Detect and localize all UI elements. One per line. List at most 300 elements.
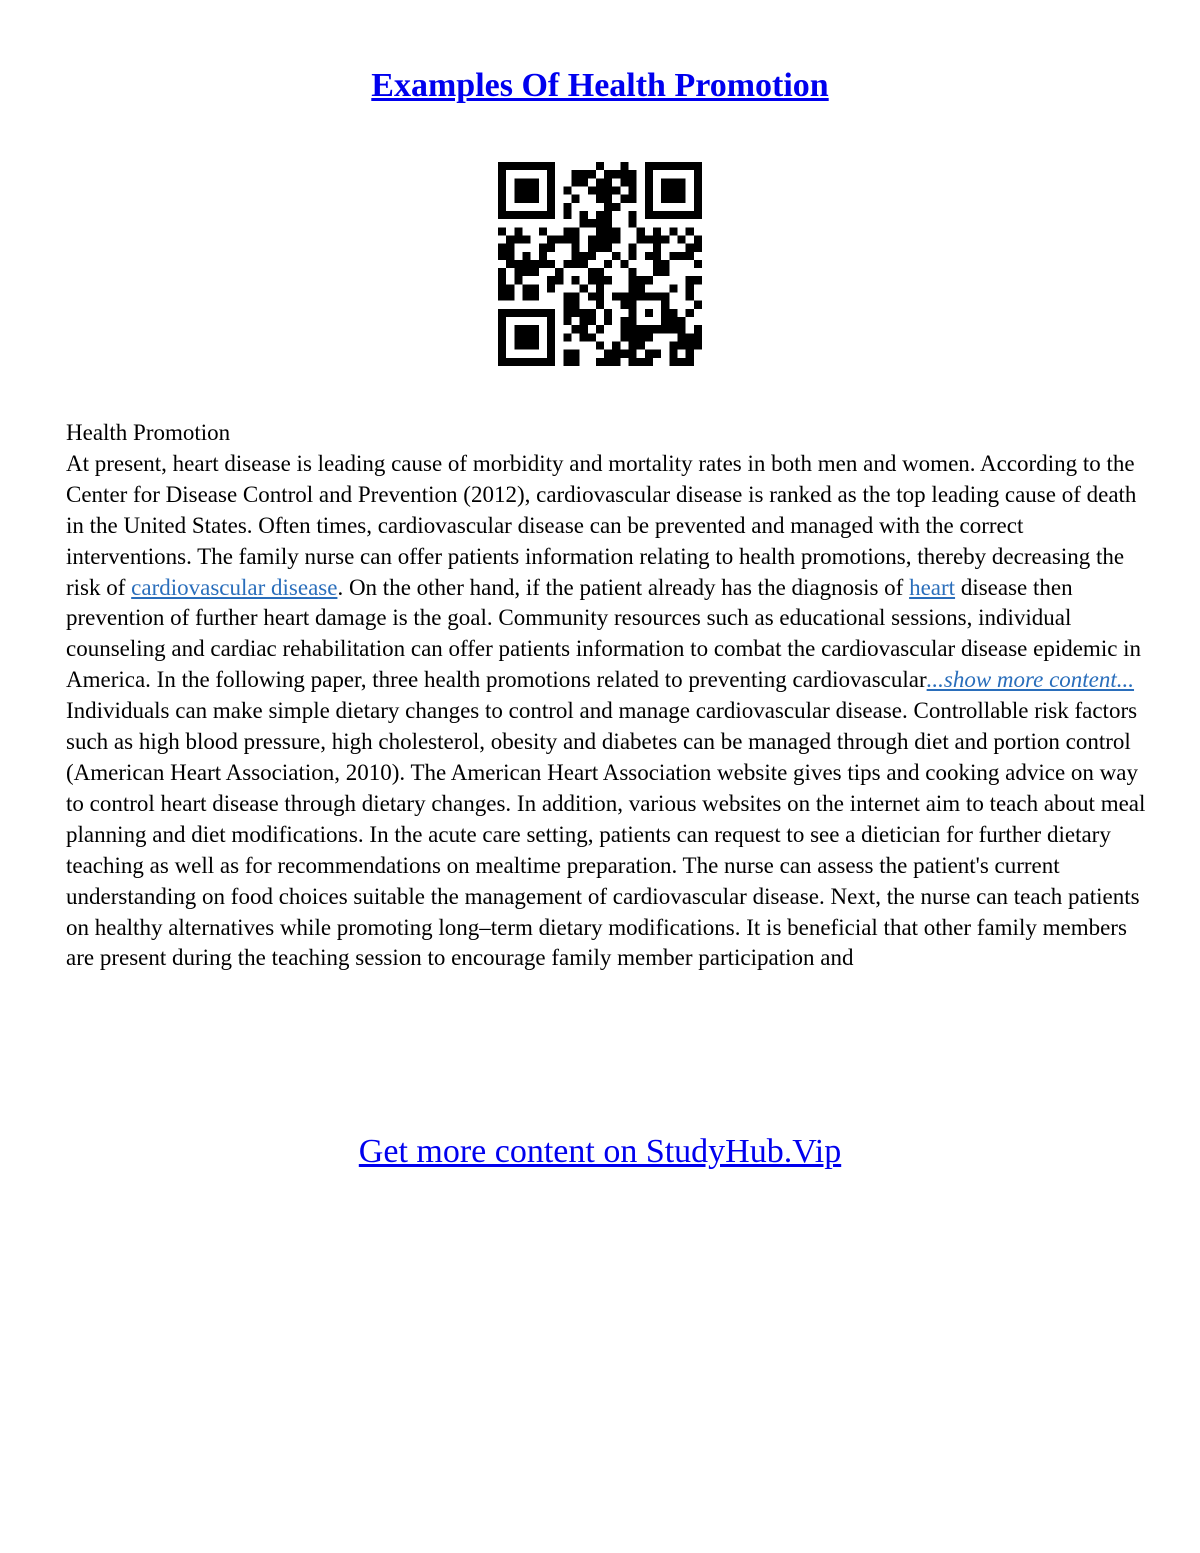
- qr-module: [686, 244, 694, 252]
- qr-module: [522, 195, 530, 203]
- qr-module: [620, 162, 628, 170]
- title-link[interactable]: Examples Of Health Promotion: [371, 67, 829, 104]
- qr-module: [498, 276, 506, 284]
- qr-module: [645, 350, 653, 358]
- qr-module: [588, 244, 596, 252]
- qr-module: [669, 350, 677, 358]
- qr-module: [506, 252, 514, 260]
- qr-module: [604, 350, 612, 358]
- qr-module: [604, 186, 612, 194]
- qr-module: [661, 325, 669, 333]
- qr-module: [661, 186, 669, 194]
- qr-module: [531, 195, 539, 203]
- qr-module: [645, 276, 653, 284]
- qr-module: [629, 309, 637, 317]
- qr-module: [588, 333, 596, 341]
- qr-module: [661, 260, 669, 268]
- qr-module: [604, 260, 612, 268]
- qr-module: [604, 276, 612, 284]
- qr-module: [498, 293, 506, 301]
- qr-module: [669, 317, 677, 325]
- qr-module: [661, 178, 669, 186]
- qr-module: [678, 178, 686, 186]
- qr-module: [653, 268, 661, 276]
- qr-module: [629, 195, 637, 203]
- qr-module: [678, 211, 686, 219]
- qr-module: [580, 211, 588, 219]
- qr-module: [571, 244, 579, 252]
- qr-module: [498, 333, 506, 341]
- qr-module: [645, 162, 653, 170]
- qr-module: [620, 350, 628, 358]
- qr-module: [604, 244, 612, 252]
- qr-module: [661, 309, 669, 317]
- qr-module: [522, 333, 530, 341]
- qr-module: [531, 342, 539, 350]
- qr-module: [563, 186, 571, 194]
- qr-module: [571, 235, 579, 243]
- qr-module: [498, 211, 506, 219]
- qr-module: [669, 342, 677, 350]
- qr-module: [661, 195, 669, 203]
- qr-module: [563, 211, 571, 219]
- qr-module: [514, 211, 522, 219]
- qr-module: [661, 235, 669, 243]
- qr-module: [547, 325, 555, 333]
- qr-module: [612, 293, 620, 301]
- cardiovascular-disease-link[interactable]: cardiovascular disease: [131, 574, 338, 600]
- qr-module: [531, 260, 539, 268]
- paragraph-intro-text-1: At present, heart disease is leading cause of morbidity and mortality rates in both men and women. According to the Center for Disease Control and Prevention (2012), cardiovascular disease is ranked as the top leading cause of death in the United States. Often times, cardiovascular disease can be prevented and managed with the correct interventions. The family nurse can offer patients information relating to health promotions, thereby decreasing the risk of: [66, 450, 1137, 600]
- qr-module: [678, 333, 686, 341]
- qr-module: [588, 309, 596, 317]
- qr-module: [506, 284, 514, 292]
- qr-module: [563, 309, 571, 317]
- qr-module: [539, 211, 547, 219]
- qr-module: [629, 244, 637, 252]
- qr-module: [547, 333, 555, 341]
- qr-module: [612, 350, 620, 358]
- qr-module: [498, 309, 506, 317]
- qr-module: [596, 284, 604, 292]
- page-title: [0, 62, 1200, 110]
- qr-module: [629, 276, 637, 284]
- heart-link[interactable]: heart: [909, 574, 956, 600]
- qr-module: [571, 301, 579, 309]
- qr-module: [661, 162, 669, 170]
- paragraph-diet: Individuals can make simple dietary changes to control and manage cardiovascular disease. Controllable risk factors such as high blood pressure, high cholesterol, obesity and diabetes can be managed through diet and portion control (American Heart Association, 2010). The American Heart Association website gives tips and cooking advice on way to control heart disease through dietary changes. In addition, various websites on the internet aim to teach about meal planning and diet modifications. In the acute care setting, patients can request to see a dietician for further dietary teaching as well as for recommendations on mealtime preparation. The nurse can assess the patient's current understanding on food choices suitable the management of cardiovascular disease. Next, the nurse can teach patients on healthy alternatives while promoting long–term dietary modifications. It is beneficial that other family members are present during the teaching session to encourage family member participation and: [66, 698, 1146, 971]
- qr-module: [514, 325, 522, 333]
- qr-module: [678, 342, 686, 350]
- qr-module: [522, 178, 530, 186]
- qr-module: [653, 227, 661, 235]
- qr-module: [498, 317, 506, 325]
- footer: [0, 1128, 1200, 1176]
- footer-studyhub-link[interactable]: Get more content on StudyHub.Vip: [358, 1133, 842, 1170]
- qr-module: [596, 276, 604, 284]
- qr-module: [629, 284, 637, 292]
- qr-module: [669, 211, 677, 219]
- qr-module: [563, 227, 571, 235]
- qr-module: [498, 325, 506, 333]
- qr-module: [571, 325, 579, 333]
- qr-module: [653, 252, 661, 260]
- qr-module: [563, 350, 571, 358]
- qr-module: [522, 260, 530, 268]
- qr-module: [661, 268, 669, 276]
- qr-module: [539, 358, 547, 366]
- qr-module: [531, 358, 539, 366]
- qr-module: [653, 162, 661, 170]
- qr-module: [669, 227, 677, 235]
- qr-module: [596, 178, 604, 186]
- qr-module: [596, 358, 604, 366]
- qr-module: [604, 219, 612, 227]
- qr-module: [514, 195, 522, 203]
- qr-module: [596, 342, 604, 350]
- qr-module: [514, 342, 522, 350]
- qr-module: [661, 293, 669, 301]
- qr-module: [669, 195, 677, 203]
- qr-module: [531, 293, 539, 301]
- qr-module: [522, 186, 530, 194]
- qr-module: [506, 162, 514, 170]
- qr-module: [498, 252, 506, 260]
- qr-module: [669, 309, 677, 317]
- qr-module: [653, 350, 661, 358]
- qr-module: [506, 293, 514, 301]
- qr-module: [547, 170, 555, 178]
- qr-module: [645, 195, 653, 203]
- qr-module: [563, 260, 571, 268]
- qr-module: [694, 244, 702, 252]
- qr-module: [498, 342, 506, 350]
- qr-module: [580, 170, 588, 178]
- qr-module: [669, 358, 677, 366]
- qr-module: [547, 235, 555, 243]
- qr-module: [563, 333, 571, 341]
- qr-module: [645, 325, 653, 333]
- qr-module: [596, 162, 604, 170]
- qr-module: [506, 260, 514, 268]
- qr-module: [612, 342, 620, 350]
- qr-module: [506, 309, 514, 317]
- qr-module: [547, 358, 555, 366]
- qr-module: [580, 178, 588, 186]
- qr-module: [629, 219, 637, 227]
- qr-module: [514, 186, 522, 194]
- qr-module: [547, 203, 555, 211]
- qr-module: [686, 211, 694, 219]
- qr-module: [686, 284, 694, 292]
- qr-module: [694, 342, 702, 350]
- qr-module: [629, 186, 637, 194]
- qr-module: [563, 301, 571, 309]
- qr-module: [637, 342, 645, 350]
- qr-module: [694, 301, 702, 309]
- qr-module: [522, 293, 530, 301]
- qr-module: [563, 203, 571, 211]
- section-heading: Health Promotion: [66, 420, 231, 445]
- qr-module: [678, 195, 686, 203]
- qr-module: [604, 235, 612, 243]
- qr-module: [694, 203, 702, 211]
- qr-module: [686, 350, 694, 358]
- qr-module: [596, 244, 604, 252]
- qr-module: [596, 186, 604, 194]
- qr-module: [669, 252, 677, 260]
- qr-module: [686, 162, 694, 170]
- qr-module: [522, 268, 530, 276]
- qr-module: [571, 309, 579, 317]
- qr-module: [669, 325, 677, 333]
- qr-module: [571, 293, 579, 301]
- qr-module: [661, 211, 669, 219]
- qr-module: [522, 252, 530, 260]
- qr-module: [588, 317, 596, 325]
- qr-module: [514, 358, 522, 366]
- qr-module: [629, 333, 637, 341]
- qr-module: [629, 325, 637, 333]
- qr-module: [645, 252, 653, 260]
- qr-module: [612, 170, 620, 178]
- qr-module: [588, 235, 596, 243]
- qr-module: [629, 178, 637, 186]
- show-more-link[interactable]: ...show more content...: [926, 667, 1135, 693]
- qr-module: [506, 235, 514, 243]
- qr-module: [604, 178, 612, 186]
- qr-module: [514, 268, 522, 276]
- qr-module: [686, 293, 694, 301]
- qr-module: [669, 284, 677, 292]
- qr-module: [637, 293, 645, 301]
- qr-module: [555, 268, 563, 276]
- qr-module: [571, 350, 579, 358]
- qr-module: [498, 358, 506, 366]
- qr-module: [629, 342, 637, 350]
- qr-module: [547, 284, 555, 292]
- qr-module: [629, 317, 637, 325]
- qr-module: [669, 178, 677, 186]
- qr-module: [522, 284, 530, 292]
- qr-module: [637, 276, 645, 284]
- qr-module: [629, 293, 637, 301]
- qr-module: [514, 227, 522, 235]
- qr-module: [539, 252, 547, 260]
- qr-module: [531, 309, 539, 317]
- qr-module: [514, 276, 522, 284]
- qr-module: [678, 162, 686, 170]
- qr-module: [686, 252, 694, 260]
- qr-module: [514, 309, 522, 317]
- qr-module: [686, 276, 694, 284]
- qr-module: [580, 333, 588, 341]
- qr-module: [547, 350, 555, 358]
- qr-module: [547, 309, 555, 317]
- qr-module: [596, 293, 604, 301]
- qr-module: [669, 186, 677, 194]
- qr-module: [531, 186, 539, 194]
- qr-module: [694, 162, 702, 170]
- qr-module: [498, 170, 506, 178]
- qr-module: [678, 358, 686, 366]
- qr-module: [580, 317, 588, 325]
- qr-module: [506, 358, 514, 366]
- qr-module: [588, 252, 596, 260]
- qr-module: [637, 284, 645, 292]
- qr-module: [539, 227, 547, 235]
- qr-module: [547, 195, 555, 203]
- qr-module: [637, 227, 645, 235]
- qr-module: [514, 178, 522, 186]
- qr-module: [571, 276, 579, 284]
- qr-module: [678, 252, 686, 260]
- qr-module: [522, 162, 530, 170]
- qr-module: [547, 342, 555, 350]
- qr-module: [620, 293, 628, 301]
- qr-module: [645, 235, 653, 243]
- qr-module: [694, 235, 702, 243]
- qr-module: [645, 170, 653, 178]
- qr-module: [645, 211, 653, 219]
- qr-module: [571, 227, 579, 235]
- qr-module: [531, 211, 539, 219]
- qr-module: [571, 195, 579, 203]
- qr-module: [531, 178, 539, 186]
- qr-module: [620, 170, 628, 178]
- qr-module: [653, 211, 661, 219]
- qr-module: [637, 358, 645, 366]
- qr-module: [596, 325, 604, 333]
- qr-module: [620, 195, 628, 203]
- qr-module: [686, 333, 694, 341]
- qr-module: [694, 260, 702, 268]
- qr-module: [645, 186, 653, 194]
- qr-module: [653, 325, 661, 333]
- qr-module: [555, 276, 563, 284]
- qr-module: [547, 162, 555, 170]
- qr-module: [580, 309, 588, 317]
- qr-module: [686, 342, 694, 350]
- qr-module: [604, 309, 612, 317]
- qr-module: [629, 252, 637, 260]
- paragraph-intro-text-2: . On the other hand, if the patient already has the diagnosis of: [337, 574, 910, 600]
- qr-module: [604, 170, 612, 178]
- qr-module: [604, 195, 612, 203]
- qr-module: [555, 235, 563, 243]
- qr-module: [596, 195, 604, 203]
- qr-module: [596, 235, 604, 243]
- qr-module: [547, 317, 555, 325]
- qr-module: [694, 170, 702, 178]
- qr-module: [547, 178, 555, 186]
- qr-module: [604, 211, 612, 219]
- qr-module: [661, 301, 669, 309]
- qr-module: [596, 268, 604, 276]
- qr-module: [653, 235, 661, 243]
- qr-module: [522, 325, 530, 333]
- qr-module: [694, 178, 702, 186]
- qr-module: [588, 170, 596, 178]
- qr-module: [620, 301, 628, 309]
- qr-module: [686, 309, 694, 317]
- qr-module: [498, 284, 506, 292]
- qr-module: [612, 186, 620, 194]
- qr-module: [522, 211, 530, 219]
- qr-module: [539, 309, 547, 317]
- qr-module: [588, 268, 596, 276]
- qr-module: [694, 333, 702, 341]
- qr-module: [620, 178, 628, 186]
- qr-module: [588, 219, 596, 227]
- qr-module: [580, 284, 588, 292]
- qr-module: [547, 244, 555, 252]
- qr-module: [498, 195, 506, 203]
- qr-module: [498, 186, 506, 194]
- qr-module: [604, 358, 612, 366]
- qr-module: [498, 203, 506, 211]
- qr-module: [661, 317, 669, 325]
- qr-module: [612, 203, 620, 211]
- qr-module: [604, 203, 612, 211]
- paragraph-intro-text-3: disease then prevention of further heart damage is the goal. Community resources such as educational sessions, individual counseling and cardiac rehabilitation can offer patients information to combat the cardiovascular disease epidemic in America. In the following paper, three health promotions related to preventing cardiovascular: [66, 574, 1142, 693]
- qr-module: [522, 342, 530, 350]
- qr-module: [531, 162, 539, 170]
- qr-module: [514, 260, 522, 268]
- qr-module: [612, 252, 620, 260]
- qr-module: [604, 227, 612, 235]
- qr-module: [539, 244, 547, 252]
- article-body: [66, 418, 1146, 974]
- qr-module: [588, 293, 596, 301]
- qr-module: [612, 235, 620, 243]
- qr-module: [678, 186, 686, 194]
- qr-module: [596, 301, 604, 309]
- qr-module: [653, 244, 661, 252]
- qr-module: [645, 358, 653, 366]
- qr-module: [498, 244, 506, 252]
- qr-module: [645, 309, 653, 317]
- qr-module: [539, 260, 547, 268]
- qr-module: [531, 284, 539, 292]
- qr-module: [580, 260, 588, 268]
- qr-module: [547, 260, 555, 268]
- qr-module: [629, 301, 637, 309]
- qr-module: [580, 252, 588, 260]
- qr-module: [547, 211, 555, 219]
- qr-module: [571, 358, 579, 366]
- qr-module: [637, 333, 645, 341]
- qr-module: [620, 260, 628, 268]
- qr-module: [645, 178, 653, 186]
- qr-module: [588, 186, 596, 194]
- qr-module: [620, 325, 628, 333]
- qr-module: [498, 162, 506, 170]
- qr-module: [694, 325, 702, 333]
- qr-code-icon: [498, 162, 702, 366]
- qr-module: [571, 252, 579, 260]
- qr-module: [637, 235, 645, 243]
- qr-module: [678, 235, 686, 243]
- qr-module: [653, 260, 661, 268]
- qr-module: [620, 317, 628, 325]
- qr-module: [563, 235, 571, 243]
- qr-module: [645, 203, 653, 211]
- qr-module: [629, 170, 637, 178]
- qr-module: [604, 317, 612, 325]
- qr-module: [669, 162, 677, 170]
- qr-module: [531, 333, 539, 341]
